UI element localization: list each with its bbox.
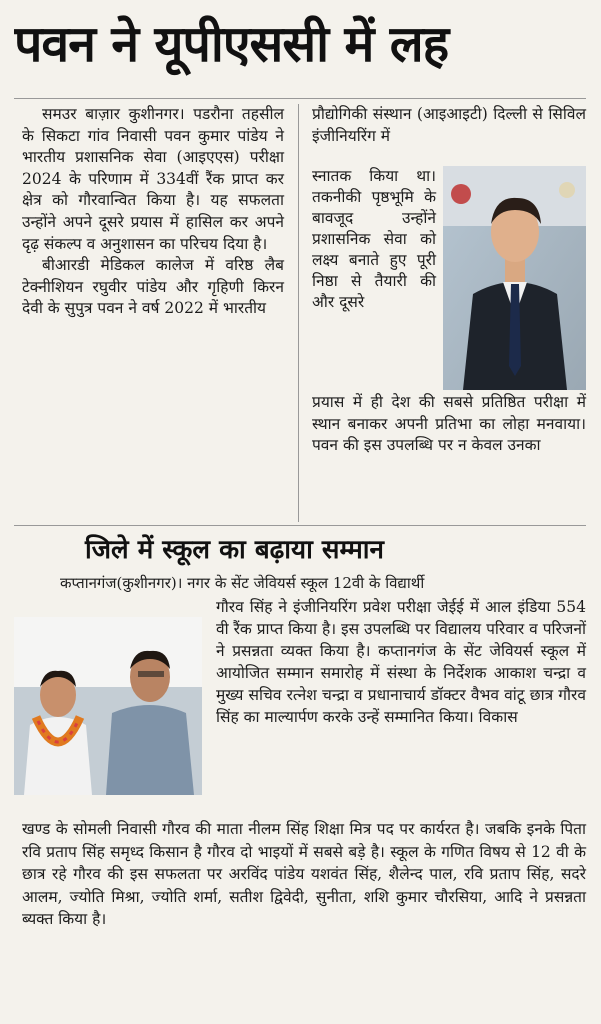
article-headline: पवन ने यूपीएससी में लह (14, 15, 449, 73)
article1-right-column-bottom: प्रयास में ही देश की सबसे प्रतिष्ठित परीक्षा में स्थान बनाकर अपनी प्रतिभा का लोहा मनवाया। पवन की इस उपलब्धि पर न केवल उनका (312, 393, 586, 455)
headline-rule (14, 98, 586, 99)
column-divider (298, 104, 299, 522)
article1-right-column-top: प्रौद्योगिकी संस्थान (आइआइटी) दिल्ली से सिविल इंजीनियरिंग में (312, 105, 586, 145)
article2-body-text: खण्ड के सोमली निवासी गौरव की माता नीलम सिंह शिक्षा मित्र पद पर कार्यरत है। जबकि इनके पिता रवि प्रताप सिंह समृध्द किसान है गौरव दो भाइयों में सबसे बड़े है। स्कूल के गणित विषय से 12 वी के छात्र रहे गौरव की इस सफलता पर अरविंद पांडेय यशवंत सिंह, शैलेन्द पाल, रवि प्रताप सिंह, सदरे आलम, ज्योति मिश्रा, ज्योति शर्मा, सतीश द्विवेदी, सुनीता, शशि कुमार चौरसिया, आदि ने प्रसन्नता ब्यक्त किया है। (22, 820, 586, 929)
article1-paragraph-2: बीआरडी मेडिकल कालेज में वरिष्ठ लैब टेक्नीशियन रघुवीर पांडेय और गृहिणी किरन देवी के सुपुत्र पवन ने वर्ष 2022 में भारतीय (22, 256, 284, 318)
article2-wrap-text: गौरव सिंह ने इंजीनियरिंग प्रवेश परीक्षा जेईई में आल इंडिया 554 वी रैंक प्राप्त किया है। इस उपलब्धि पर विद्यालय परिवार व परिजनों ने प्रसन्नता व्यक्त किया है। कप्तानगंज के सेंट जेवियर्स स्कूल में आयोजित सम्मान समारोह में संस्था के निर्देशक आकाश चन्द्रा व मुख्य सचिव रत्नेश चन्द्रा व प्रधानाचार्य डॉक्टर वैभव वांटू छात्र गौरव सिंह का माल्यार्पण करके उन्हें सम्मानित किया। विकास (216, 598, 586, 726)
section-rule (14, 525, 586, 526)
article2-headline: जिले में स्कूल का बढ़ाया सम्मान (85, 535, 384, 565)
man-portrait-photo (443, 166, 586, 390)
article1-right-column-wrap: स्नातक किया था। तकनीकी पृष्ठभूमि के बावजूद उन्होंने प्रशासनिक सेवा को लक्ष्य बनाते हुए पूरी निष्ठा से तैयारी की और दूसरे (312, 167, 436, 311)
article1-left-column (22, 104, 284, 524)
article2-lead: कप्तानगंज(कुशीनगर)। नगर के सेंट जेवियर्स स्कूल 12वी के विद्यार्थी (60, 574, 425, 592)
article1-paragraph-1: समउर बाज़ार कुशीनगर। पडरौना तहसील के सिकटा गांव निवासी पवन कुमार पांडेय ने भारतीय प्रशासनिक सेवा (आइएएस) परीक्षा 2024 के परिणाम में 334वीं रैंक प्राप्त कर क्षेत्र को गौरवान्वित किया है। यह सफलता उन्होंने अपने दूसरे प्रयास में हासिल कर अपने दृढ़ संकल्प व अनुशासन का परिचय दिया है। (22, 105, 284, 253)
award-ceremony-photo (14, 617, 202, 795)
